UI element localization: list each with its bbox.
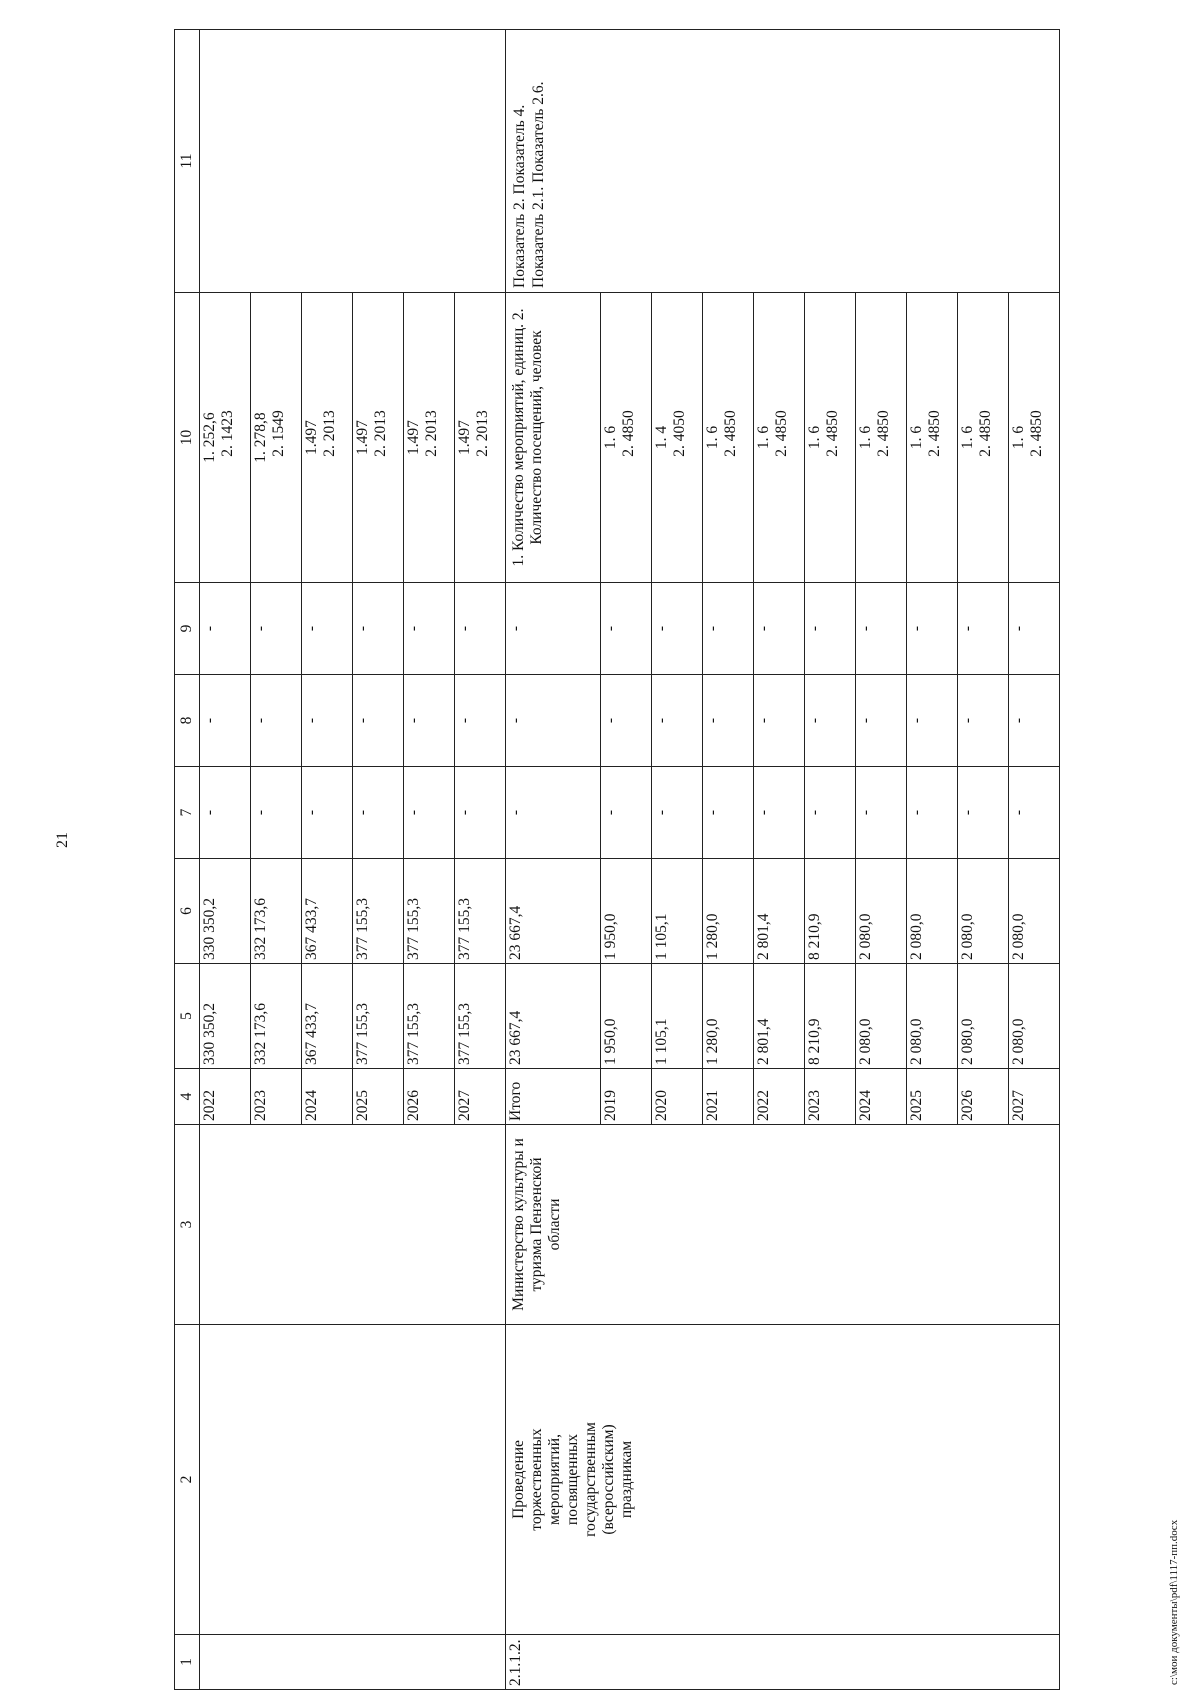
indicator-value-1: 1. 6	[806, 425, 823, 450]
indicator-value-1: 1.497	[354, 420, 371, 455]
amount-col8-cell: -	[754, 675, 805, 767]
column-number: 3	[175, 1125, 200, 1325]
amount-col7-cell: -	[601, 767, 652, 859]
amount-total-cell: 8 210,9	[805, 964, 856, 1069]
amount-col8-cell: -	[601, 675, 652, 767]
amount-col8-cell: -	[200, 675, 251, 767]
year-cell: 2019	[601, 1069, 652, 1125]
amount-total-cell: 2 080,0	[907, 964, 958, 1069]
amount-col9-cell: -	[754, 583, 805, 675]
indicator-value-2: 2. 4850	[977, 410, 994, 457]
indicator-value-2: 2. 4850	[773, 410, 790, 457]
amount-col8-cell: -	[353, 675, 404, 767]
indicator-value-1: 1. 6	[908, 425, 925, 450]
indicator-value-cell	[601, 293, 652, 583]
column-number-row	[175, 30, 200, 1690]
amount-col7-cell: -	[1009, 767, 1060, 859]
amount-regional-cell: 2 801,4	[754, 859, 805, 964]
amount-total-cell: 330 350,2	[200, 964, 251, 1069]
amount-col9-cell: -	[302, 583, 353, 675]
indicator-value-cell	[251, 293, 302, 583]
year-cell: 2027	[1009, 1069, 1060, 1125]
continuation-reference-cell	[200, 30, 506, 293]
indicator-value-1: 1. 6	[755, 425, 772, 450]
amount-regional-cell: 8 210,9	[805, 859, 856, 964]
amount-regional-cell: 2 080,0	[1009, 859, 1060, 964]
indicator-value-1: 1. 6	[857, 425, 874, 450]
amount-col8-cell: -	[1009, 675, 1060, 767]
program-table	[174, 29, 1060, 1690]
amount-col8-cell: -	[805, 675, 856, 767]
amount-regional-cell: 332 173,6	[251, 859, 302, 964]
amount-col9-cell: -	[958, 583, 1009, 675]
indicator-value-cell	[856, 293, 907, 583]
table-row-total	[506, 30, 601, 1690]
amount-regional-cell: 367 433,7	[302, 859, 353, 964]
amount-total-cell: 1 280,0	[703, 964, 754, 1069]
indicator-value-1: 1. 252,6	[201, 412, 218, 463]
column-number: 9	[175, 583, 200, 675]
indicator-value-1: 1. 6	[959, 425, 976, 450]
column-number: 10	[175, 293, 200, 583]
amount-col7-cell: -	[302, 767, 353, 859]
indicator-value-cell	[404, 293, 455, 583]
amount-col7-cell: -	[856, 767, 907, 859]
amount-col7-cell: -	[200, 767, 251, 859]
amount-total-cell: 377 155,3	[353, 964, 404, 1069]
column-number: 1	[175, 1635, 200, 1690]
amount-total-cell: 2 080,0	[856, 964, 907, 1069]
column-number: 8	[175, 675, 200, 767]
column-number: 5	[175, 964, 200, 1069]
rotated-table-container	[174, 30, 1086, 1690]
amount-regional-cell: 377 155,3	[455, 859, 506, 964]
indicator-description: 1. Количество мероприятий, единиц. 2. Количество посещений, человек	[506, 293, 601, 583]
year-cell: 2024	[302, 1069, 353, 1125]
amount-total-cell: 377 155,3	[455, 964, 506, 1069]
indicator-value-2: 2. 4850	[824, 410, 841, 457]
continuation-col2-cell	[200, 1325, 506, 1635]
year-cell: 2022	[200, 1069, 251, 1125]
year-cell: 2022	[754, 1069, 805, 1125]
amount-col9-cell: -	[601, 583, 652, 675]
year-cell: 2024	[856, 1069, 907, 1125]
amount-col9-cell: -	[856, 583, 907, 675]
column-number: 6	[175, 859, 200, 964]
indicator-value-cell	[652, 293, 703, 583]
indicator-value-2: 2. 4850	[620, 410, 637, 457]
amount-col9-cell: -	[455, 583, 506, 675]
column-number: 4	[175, 1069, 200, 1125]
amount-col8-cell: -	[455, 675, 506, 767]
amount-col9-cell: -	[251, 583, 302, 675]
indicator-value-1: 1. 4	[653, 425, 670, 450]
amount-col9-cell: -	[1009, 583, 1060, 675]
amount-total-cell: 1 950,0	[601, 964, 652, 1069]
indicator-reference: Показатель 2. Показатель 4. Показатель 2.1. Показатель 2.6.	[506, 30, 1060, 293]
total-amount-cell: 23 667,4	[506, 964, 601, 1069]
amount-total-cell: 2 080,0	[1009, 964, 1060, 1069]
continuation-col3-cell	[200, 1125, 506, 1325]
indicator-value-cell	[805, 293, 856, 583]
amount-regional-cell: 1 280,0	[703, 859, 754, 964]
year-cell: 2025	[907, 1069, 958, 1125]
total-col9-cell: -	[506, 583, 601, 675]
amount-col8-cell: -	[404, 675, 455, 767]
amount-regional-cell: 377 155,3	[353, 859, 404, 964]
year-cell: 2020	[652, 1069, 703, 1125]
indicator-value-cell	[200, 293, 251, 583]
indicator-value-1: 1. 278,8	[252, 412, 269, 463]
amount-col7-cell: -	[805, 767, 856, 859]
amount-total-cell: 332 173,6	[251, 964, 302, 1069]
amount-col7-cell: -	[652, 767, 703, 859]
indicator-value-2: 2. 4850	[722, 410, 739, 457]
total-label: Итого	[506, 1069, 601, 1125]
indicator-value-1: 1. 6	[1010, 425, 1027, 450]
amount-col8-cell: -	[958, 675, 1009, 767]
indicator-value-2: 2. 4850	[926, 410, 943, 457]
amount-col7-cell: -	[251, 767, 302, 859]
amount-col9-cell: -	[652, 583, 703, 675]
amount-total-cell: 1 105,1	[652, 964, 703, 1069]
amount-col7-cell: -	[404, 767, 455, 859]
year-cell: 2025	[353, 1069, 404, 1125]
amount-col8-cell: -	[856, 675, 907, 767]
continuation-col1-cell	[200, 1635, 506, 1690]
indicator-value-2: 2. 1549	[270, 410, 287, 457]
amount-col8-cell: -	[907, 675, 958, 767]
amount-col9-cell: -	[805, 583, 856, 675]
indicator-value-cell	[353, 293, 404, 583]
column-number: 2	[175, 1325, 200, 1635]
indicator-value-2: 2. 2013	[474, 410, 491, 457]
indicator-value-2: 2. 4050	[671, 410, 688, 457]
amount-col7-cell: -	[703, 767, 754, 859]
indicator-value-2: 2. 1423	[219, 410, 236, 457]
column-number: 7	[175, 767, 200, 859]
year-cell: 2026	[958, 1069, 1009, 1125]
year-cell: 2023	[251, 1069, 302, 1125]
indicator-value-cell	[1009, 293, 1060, 583]
page-number: 21	[54, 832, 71, 848]
indicator-value-1: 1.497	[405, 420, 422, 455]
indicator-value-cell	[455, 293, 506, 583]
total-regional-cell: 23 667,4	[506, 859, 601, 964]
indicator-value-2: 2. 2013	[423, 410, 440, 457]
amount-col7-cell: -	[754, 767, 805, 859]
amount-regional-cell: 1 950,0	[601, 859, 652, 964]
indicator-value-cell	[907, 293, 958, 583]
indicator-value-1: 1.497	[303, 420, 320, 455]
amount-col7-cell: -	[958, 767, 1009, 859]
amount-regional-cell: 330 350,2	[200, 859, 251, 964]
indicator-value-2: 2. 2013	[372, 410, 389, 457]
indicator-value-cell	[958, 293, 1009, 583]
amount-regional-cell: 377 155,3	[404, 859, 455, 964]
amount-col7-cell: -	[353, 767, 404, 859]
indicator-value-2: 2. 4850	[1028, 410, 1045, 457]
indicator-value-1: 1. 6	[704, 425, 721, 450]
amount-regional-cell: 2 080,0	[958, 859, 1009, 964]
amount-regional-cell: 2 080,0	[907, 859, 958, 964]
amount-regional-cell: 1 105,1	[652, 859, 703, 964]
section-number: 2.1.1.2.	[506, 1635, 1060, 1690]
indicator-value-2: 2. 2013	[321, 410, 338, 457]
year-cell: 2023	[805, 1069, 856, 1125]
amount-col7-cell: -	[455, 767, 506, 859]
column-number: 11	[175, 30, 200, 293]
total-col8-cell: -	[506, 675, 601, 767]
year-cell: 2027	[455, 1069, 506, 1125]
indicator-value-cell	[302, 293, 353, 583]
amount-col9-cell: -	[404, 583, 455, 675]
amount-total-cell: 2 801,4	[754, 964, 805, 1069]
amount-total-cell: 377 155,3	[404, 964, 455, 1069]
amount-col8-cell: -	[251, 675, 302, 767]
amount-col9-cell: -	[353, 583, 404, 675]
indicator-value-cell	[754, 293, 805, 583]
amount-col9-cell: -	[200, 583, 251, 675]
executor-name: Министерство культуры и туризма Пензенской области	[506, 1125, 1060, 1325]
amount-col8-cell: -	[302, 675, 353, 767]
indicator-value-1: 1. 6	[602, 425, 619, 450]
amount-col8-cell: -	[703, 675, 754, 767]
footer-file-path: c:\мои документы\pdf\1117-пп.docx	[1168, 1519, 1180, 1685]
amount-col9-cell: -	[907, 583, 958, 675]
amount-col8-cell: -	[652, 675, 703, 767]
amount-col7-cell: -	[907, 767, 958, 859]
indicator-value-1: 1.497	[456, 420, 473, 455]
amount-regional-cell: 2 080,0	[856, 859, 907, 964]
total-col7-cell: -	[506, 767, 601, 859]
amount-col9-cell: -	[703, 583, 754, 675]
year-cell: 2026	[404, 1069, 455, 1125]
amount-total-cell: 367 433,7	[302, 964, 353, 1069]
indicator-value-2: 2. 4850	[875, 410, 892, 457]
table-row	[200, 30, 251, 1690]
amount-total-cell: 2 080,0	[958, 964, 1009, 1069]
event-name: Проведение торжественных мероприятий, посвященных государственным (всероссийским) праздникам	[506, 1325, 1060, 1635]
year-cell: 2021	[703, 1069, 754, 1125]
indicator-value-cell	[703, 293, 754, 583]
